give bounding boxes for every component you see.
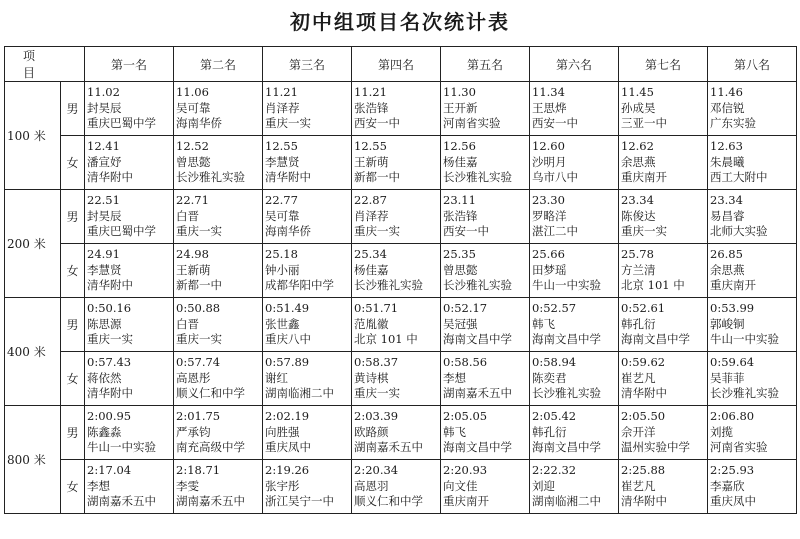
result-value: 23.34 (621, 193, 654, 208)
table-row (5, 136, 797, 190)
table-row (5, 82, 797, 136)
result-value: 11.46 (710, 85, 743, 100)
result-value: 26.85 (710, 247, 743, 262)
result-value: 2:05.50 (621, 409, 666, 424)
result-cell (352, 352, 441, 406)
athlete-name: 佘开洋 (621, 424, 656, 439)
result-cell (530, 244, 619, 298)
result-value: 0:59.64 (710, 355, 755, 370)
athlete-name: 吴冠强 (443, 316, 478, 331)
result-value: 23.30 (532, 193, 565, 208)
result-cell (263, 406, 352, 460)
athlete-name: 黄诗棋 (354, 370, 389, 385)
result-value: 2:18.71 (176, 463, 221, 478)
athlete-name: 郭峻铜 (710, 316, 745, 331)
result-cell (85, 406, 174, 460)
result-value: 0:58.56 (443, 355, 488, 370)
result-value: 0:57.89 (265, 355, 310, 370)
place-header-4: 第四名 (352, 47, 441, 82)
sex-label: 男 (61, 82, 85, 136)
result-value: 2:19.26 (265, 463, 310, 478)
result-value: 0:58.94 (532, 355, 577, 370)
result-value: 22.71 (176, 193, 209, 208)
result-value: 2:20.93 (443, 463, 488, 478)
athlete-name: 邓信锐 (710, 100, 745, 115)
result-cell (263, 82, 352, 136)
result-cell (85, 82, 174, 136)
school-name: 清华附中 (621, 494, 668, 509)
result-cell (441, 244, 530, 298)
result-value: 25.35 (443, 247, 476, 262)
place-header-3: 第三名 (263, 47, 352, 82)
school-name: 湖南嘉禾五中 (443, 386, 513, 401)
result-cell (174, 244, 263, 298)
ranking-table (4, 46, 797, 514)
result-value: 2:05.05 (443, 409, 488, 424)
athlete-name: 张宇彤 (265, 478, 300, 493)
result-cell (708, 136, 797, 190)
school-name: 海南文昌中学 (532, 332, 602, 347)
school-name: 清华附中 (87, 278, 134, 293)
place-header-5: 第五名 (441, 47, 530, 82)
athlete-name: 韩飞 (532, 316, 556, 331)
result-cell (174, 406, 263, 460)
athlete-name: 欧路颜 (354, 424, 389, 439)
event-name: 800 米 (5, 406, 61, 514)
result-value: 12.56 (443, 139, 476, 154)
result-cell (530, 190, 619, 244)
athlete-name: 李慧贤 (265, 154, 300, 169)
result-value: 22.87 (354, 193, 387, 208)
result-cell (85, 136, 174, 190)
athlete-name: 陈俊达 (621, 208, 656, 223)
table-row (5, 460, 797, 514)
athlete-name: 韩孔衍 (532, 424, 567, 439)
athlete-name: 谢红 (265, 370, 289, 385)
athlete-name: 李想 (87, 478, 111, 493)
athlete-name: 李想 (443, 370, 467, 385)
athlete-name: 潘宣妤 (87, 154, 122, 169)
result-cell (352, 244, 441, 298)
result-cell (174, 82, 263, 136)
athlete-name: 封昊辰 (87, 100, 122, 115)
result-cell (352, 136, 441, 190)
result-cell (708, 298, 797, 352)
result-value: 11.02 (87, 85, 120, 100)
school-name: 乌市八中 (532, 170, 579, 185)
athlete-name: 严承钧 (176, 424, 211, 439)
result-value: 25.34 (354, 247, 387, 262)
school-name: 新都一中 (176, 278, 223, 293)
sex-label: 男 (61, 406, 85, 460)
school-name: 清华附中 (87, 386, 134, 401)
athlete-name: 方兰清 (621, 262, 656, 277)
athlete-name: 高恩羽 (354, 478, 389, 493)
school-name: 湖南临湘二中 (532, 494, 602, 509)
result-cell (441, 352, 530, 406)
result-cell (352, 82, 441, 136)
school-name: 北师大实验 (710, 224, 768, 239)
athlete-name: 朱晨曦 (710, 154, 745, 169)
school-name: 重庆一实 (354, 386, 401, 401)
school-name: 湖南嘉禾五中 (354, 440, 424, 455)
result-value: 2:02.19 (265, 409, 310, 424)
item-header: 项 目 (5, 47, 85, 82)
result-value: 2:01.75 (176, 409, 221, 424)
result-cell (352, 190, 441, 244)
athlete-name: 吴菲菲 (710, 370, 745, 385)
result-cell (441, 82, 530, 136)
result-cell (263, 298, 352, 352)
school-name: 重庆八中 (265, 332, 312, 347)
sex-label: 女 (61, 244, 85, 298)
athlete-name: 张世鑫 (265, 316, 300, 331)
athlete-name: 崔艺凡 (621, 370, 656, 385)
athlete-name: 李嘉欣 (710, 478, 745, 493)
result-cell (530, 352, 619, 406)
result-value: 0:52.57 (532, 301, 577, 316)
athlete-name: 沙明月 (532, 154, 567, 169)
result-value: 2:17.04 (87, 463, 132, 478)
result-cell (85, 190, 174, 244)
school-name: 北京 101 中 (354, 332, 418, 347)
result-value: 12.41 (87, 139, 120, 154)
result-cell (708, 82, 797, 136)
athlete-name: 孙成昊 (621, 100, 656, 115)
result-value: 0:52.17 (443, 301, 488, 316)
result-cell (85, 460, 174, 514)
result-cell (174, 352, 263, 406)
result-value: 0:57.43 (87, 355, 132, 370)
school-name: 重庆一实 (621, 224, 668, 239)
result-cell (441, 460, 530, 514)
result-cell (530, 298, 619, 352)
athlete-name: 高恩彤 (176, 370, 211, 385)
school-name: 海南文昌中学 (443, 440, 513, 455)
place-header-8: 第八名 (708, 47, 797, 82)
result-value: 0:59.62 (621, 355, 666, 370)
result-cell (174, 136, 263, 190)
school-name: 海南文昌中学 (621, 332, 691, 347)
school-name: 湖南临湘二中 (265, 386, 335, 401)
athlete-name: 陈奕君 (532, 370, 567, 385)
athlete-name: 余思燕 (621, 154, 656, 169)
result-cell (263, 136, 352, 190)
school-name: 西工大附中 (710, 170, 768, 185)
result-value: 25.78 (621, 247, 654, 262)
result-cell (530, 460, 619, 514)
result-value: 12.52 (176, 139, 209, 154)
result-cell (530, 136, 619, 190)
result-cell (530, 406, 619, 460)
school-name: 重庆巴蜀中学 (87, 224, 157, 239)
school-name: 牛山一中实验 (532, 278, 602, 293)
place-header-6: 第六名 (530, 47, 619, 82)
athlete-name: 向文佳 (443, 478, 478, 493)
sex-label: 女 (61, 136, 85, 190)
athlete-name: 崔艺凡 (621, 478, 656, 493)
result-value: 12.62 (621, 139, 654, 154)
athlete-name: 封昊辰 (87, 208, 122, 223)
school-name: 清华附中 (621, 386, 668, 401)
result-cell (352, 460, 441, 514)
result-cell (530, 82, 619, 136)
athlete-name: 李慧贤 (87, 262, 122, 277)
table-row (5, 352, 797, 406)
result-cell (619, 352, 708, 406)
school-name: 海南华侨 (176, 116, 223, 131)
result-value: 0:58.37 (354, 355, 399, 370)
result-value: 2:22.32 (532, 463, 577, 478)
result-value: 11.30 (443, 85, 476, 100)
result-cell (619, 82, 708, 136)
table-row (5, 406, 797, 460)
result-cell (619, 460, 708, 514)
school-name: 南充高级中学 (176, 440, 246, 455)
school-name: 长沙雅礼实验 (443, 278, 513, 293)
school-name: 重庆凤中 (265, 440, 312, 455)
school-name: 海南华侨 (265, 224, 312, 239)
sex-label: 女 (61, 352, 85, 406)
school-name: 重庆凤中 (710, 494, 757, 509)
school-name: 北京 101 中 (621, 278, 685, 293)
place-header-2: 第二名 (174, 47, 263, 82)
school-name: 重庆南开 (621, 170, 668, 185)
result-value: 22.51 (87, 193, 120, 208)
result-cell (263, 190, 352, 244)
result-value: 0:53.99 (710, 301, 755, 316)
place-header-7: 第七名 (619, 47, 708, 82)
result-cell (174, 190, 263, 244)
athlete-name: 曾思懿 (443, 262, 478, 277)
event-name: 100 米 (5, 82, 61, 190)
result-value: 0:51.71 (354, 301, 399, 316)
school-name: 顺义仁和中学 (354, 494, 424, 509)
athlete-name: 刘揽 (710, 424, 734, 439)
result-value: 2:25.93 (710, 463, 755, 478)
sex-label: 女 (61, 460, 85, 514)
result-value: 12.63 (710, 139, 743, 154)
result-value: 2:20.34 (354, 463, 399, 478)
school-name: 长沙雅礼实验 (443, 170, 513, 185)
athlete-name: 杨佳嘉 (354, 262, 389, 277)
result-value: 24.98 (176, 247, 209, 262)
result-cell (708, 460, 797, 514)
result-cell (174, 460, 263, 514)
result-cell (352, 298, 441, 352)
athlete-name: 张浩锋 (443, 208, 478, 223)
result-cell (619, 406, 708, 460)
school-name: 湖南嘉禾五中 (176, 494, 246, 509)
event-name: 200 米 (5, 190, 61, 298)
school-name: 重庆一实 (176, 224, 223, 239)
result-cell (619, 136, 708, 190)
athlete-name: 曾思懿 (176, 154, 211, 169)
result-value: 23.34 (710, 193, 743, 208)
athlete-name: 王开新 (443, 100, 478, 115)
school-name: 重庆一实 (354, 224, 401, 239)
athlete-name: 罗略洋 (532, 208, 567, 223)
school-name: 西安一中 (443, 224, 490, 239)
result-cell (441, 190, 530, 244)
result-cell (619, 244, 708, 298)
result-cell (263, 244, 352, 298)
school-name: 新都一中 (354, 170, 401, 185)
page-title: 初中组项目名次统计表 (290, 10, 510, 34)
school-name: 长沙雅礼实验 (176, 170, 246, 185)
table-body (5, 82, 797, 514)
table-row (5, 298, 797, 352)
school-name: 长沙雅礼实验 (354, 278, 424, 293)
athlete-name: 韩飞 (443, 424, 467, 439)
place-header-1: 第一名 (85, 47, 174, 82)
athlete-name: 肖泽荐 (354, 208, 389, 223)
table-row (5, 244, 797, 298)
athlete-name: 王新萌 (176, 262, 211, 277)
athlete-name: 韩孔衍 (621, 316, 656, 331)
athlete-name: 李雯 (176, 478, 200, 493)
athlete-name: 钟小丽 (265, 262, 300, 277)
school-name: 海南文昌中学 (443, 332, 513, 347)
result-value: 0:50.88 (176, 301, 221, 316)
athlete-name: 余思燕 (710, 262, 745, 277)
result-cell (352, 406, 441, 460)
result-value: 0:50.16 (87, 301, 132, 316)
result-value: 12.60 (532, 139, 565, 154)
result-cell (708, 190, 797, 244)
result-cell (263, 352, 352, 406)
result-value: 12.55 (354, 139, 387, 154)
result-cell (619, 298, 708, 352)
school-name: 牛山一中实验 (710, 332, 780, 347)
result-cell (708, 406, 797, 460)
result-value: 11.21 (265, 85, 298, 100)
school-name: 清华附中 (87, 170, 134, 185)
result-value: 11.45 (621, 85, 654, 100)
school-name: 长沙雅礼实验 (710, 386, 780, 401)
result-cell (619, 190, 708, 244)
result-cell (263, 460, 352, 514)
school-name: 河南省实验 (443, 116, 501, 131)
school-name: 成都华阳中学 (265, 278, 335, 293)
school-name: 浙江吴宁一中 (265, 494, 335, 509)
result-cell (441, 298, 530, 352)
event-name: 400 米 (5, 298, 61, 406)
school-name: 三亚一中 (621, 116, 668, 131)
athlete-name: 蒋依然 (87, 370, 122, 385)
school-name: 湛江二中 (532, 224, 579, 239)
result-value: 2:25.88 (621, 463, 666, 478)
school-name: 湖南嘉禾五中 (87, 494, 157, 509)
result-value: 22.77 (265, 193, 298, 208)
athlete-name: 吴可靠 (176, 100, 211, 115)
table-row (5, 190, 797, 244)
school-name: 重庆一实 (176, 332, 223, 347)
result-value: 11.34 (532, 85, 565, 100)
school-name: 西安一中 (532, 116, 579, 131)
result-value: 12.55 (265, 139, 298, 154)
athlete-name: 王新萌 (354, 154, 389, 169)
athlete-name: 白晋 (176, 208, 200, 223)
school-name: 河南省实验 (710, 440, 768, 455)
school-name: 牛山一中实验 (87, 440, 157, 455)
athlete-name: 陈思源 (87, 316, 122, 331)
athlete-name: 刘迎 (532, 478, 556, 493)
result-cell (441, 406, 530, 460)
result-value: 23.11 (443, 193, 476, 208)
school-name: 西安一中 (354, 116, 401, 131)
result-value: 11.06 (176, 85, 209, 100)
school-name: 长沙雅礼实验 (532, 386, 602, 401)
athlete-name: 张浩锋 (354, 100, 389, 115)
result-cell (708, 352, 797, 406)
school-name: 顺义仁和中学 (176, 386, 246, 401)
result-value: 11.21 (354, 85, 387, 100)
result-value: 2:06.80 (710, 409, 755, 424)
school-name: 清华附中 (265, 170, 312, 185)
athlete-name: 易昌睿 (710, 208, 745, 223)
school-name: 重庆一实 (87, 332, 134, 347)
athlete-name: 陈鑫淼 (87, 424, 122, 439)
athlete-name: 吴可靠 (265, 208, 300, 223)
athlete-name: 向胜强 (265, 424, 300, 439)
athlete-name: 杨佳嘉 (443, 154, 478, 169)
athlete-name: 肖泽荐 (265, 100, 300, 115)
school-name: 海南文昌中学 (532, 440, 602, 455)
school-name: 温州实验中学 (621, 440, 691, 455)
result-cell (441, 136, 530, 190)
athlete-name: 范胤徽 (354, 316, 389, 331)
sex-label: 男 (61, 298, 85, 352)
school-name: 广东实验 (710, 116, 757, 131)
school-name: 重庆南开 (443, 494, 490, 509)
result-value: 2:03.39 (354, 409, 399, 424)
result-value: 2:00.95 (87, 409, 132, 424)
result-cell (85, 298, 174, 352)
result-cell (708, 244, 797, 298)
result-value: 2:05.42 (532, 409, 577, 424)
school-name: 重庆南开 (710, 278, 757, 293)
athlete-name: 王思烨 (532, 100, 567, 115)
school-name: 重庆一实 (265, 116, 312, 131)
athlete-name: 田梦瑶 (532, 262, 567, 277)
athlete-name: 白晋 (176, 316, 200, 331)
result-value: 0:57.74 (176, 355, 221, 370)
result-value: 24.91 (87, 247, 120, 262)
result-value: 0:51.49 (265, 301, 310, 316)
school-name: 重庆巴蜀中学 (87, 116, 157, 131)
result-value: 0:52.61 (621, 301, 666, 316)
header-row (5, 47, 797, 82)
sex-label: 男 (61, 190, 85, 244)
result-value: 25.66 (532, 247, 565, 262)
result-value: 25.18 (265, 247, 298, 262)
result-cell (174, 298, 263, 352)
result-cell (85, 244, 174, 298)
result-cell (85, 352, 174, 406)
